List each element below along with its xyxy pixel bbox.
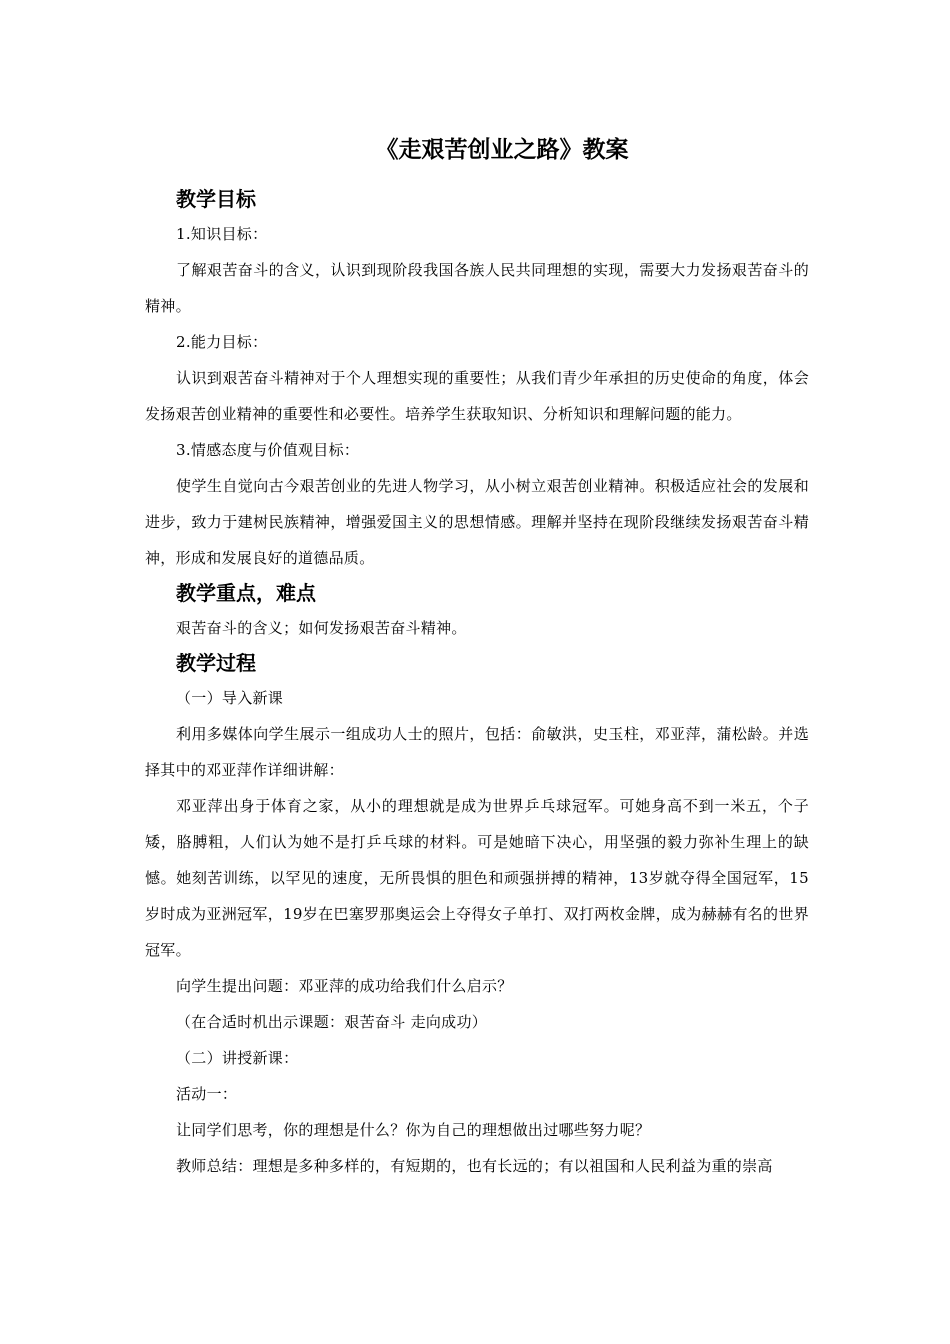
key-points-heading: 教学重点，难点 — [176, 581, 316, 605]
intro-text: 利用多媒体向学生展示一组成功人士的照片，包括：俞敏洪，史玉柱，邓亚萍，蒲松龄。并选择其中的邓亚萍作详细讲解： — [145, 725, 809, 779]
story-text: 邓亚萍出身于体育之家，从小的理想就是成为世界乒乓球冠军。可她身高不到一米五，个子矮，胳膊粗，人们认为她不是打乒乓球的材料。可是她暗下决心，用坚强的毅力弥补生理上的缺憾。她刻苦训练，以罕见的速度，无所畏惧的胆色和顽强拼搏的精神，13岁就夺得全国冠军，15岁时成为亚洲冠军，19岁在巴塞罗那奥运会上夺得女子单打、双打两枚金牌，成为赫赫有名的世界冠军。 — [145, 797, 809, 959]
process-heading: 教学过程 — [176, 651, 256, 675]
knowledge-text: 了解艰苦奋斗的含义，认识到现阶段我国各族人民共同理想的实现，需要大力发扬艰苦奋斗的精神。 — [145, 261, 809, 315]
key-points-text: 艰苦奋斗的含义；如何发扬艰苦奋斗精神。 — [176, 619, 467, 637]
activity-text: 让同学们思考，你的理想是什么？你为自己的理想做出过哪些努力呢？ — [176, 1121, 651, 1139]
ability-label: 2.能力目标： — [176, 333, 268, 351]
activity-label: 活动一： — [176, 1085, 238, 1103]
ability-text: 认识到艰苦奋斗精神对于个人理想实现的重要性；从我们青少年承担的历史使命的角度，体会发扬艰苦创业精神的重要性和必要性。培养学生获取知识、分析知识和理解问题的能力。 — [145, 369, 809, 423]
intro-label: （一）导入新课 — [176, 689, 284, 707]
summary-text: 教师总结：理想是多种多样的，有短期的，也有长远的；有以祖国和人民利益为重的崇高 — [176, 1157, 773, 1175]
document-body — [145, 182, 809, 1184]
question-text: 向学生提出问题：邓亚萍的成功给我们什么启示？ — [176, 977, 513, 995]
goals-heading: 教学目标 — [176, 187, 256, 211]
topic-text: （在合适时机出示课题：艰苦奋斗 走向成功） — [176, 1013, 488, 1031]
emotion-text: 使学生自觉向古今艰苦创业的先进人物学习，从小树立艰苦创业精神。积极适应社会的发展和进步，致力于建树民族精神，增强爱国主义的思想情感。理解并坚持在现阶段继续发扬艰苦奋斗精神，形成和发展良好的道德品质。 — [145, 477, 809, 567]
knowledge-label: 1.知识目标： — [176, 225, 268, 243]
lecture-label: （二）讲授新课： — [176, 1049, 299, 1067]
emotion-label: 3.情感态度与价值观目标： — [176, 441, 360, 459]
page-title: 《走艰苦创业之路》教案 — [375, 137, 629, 163]
